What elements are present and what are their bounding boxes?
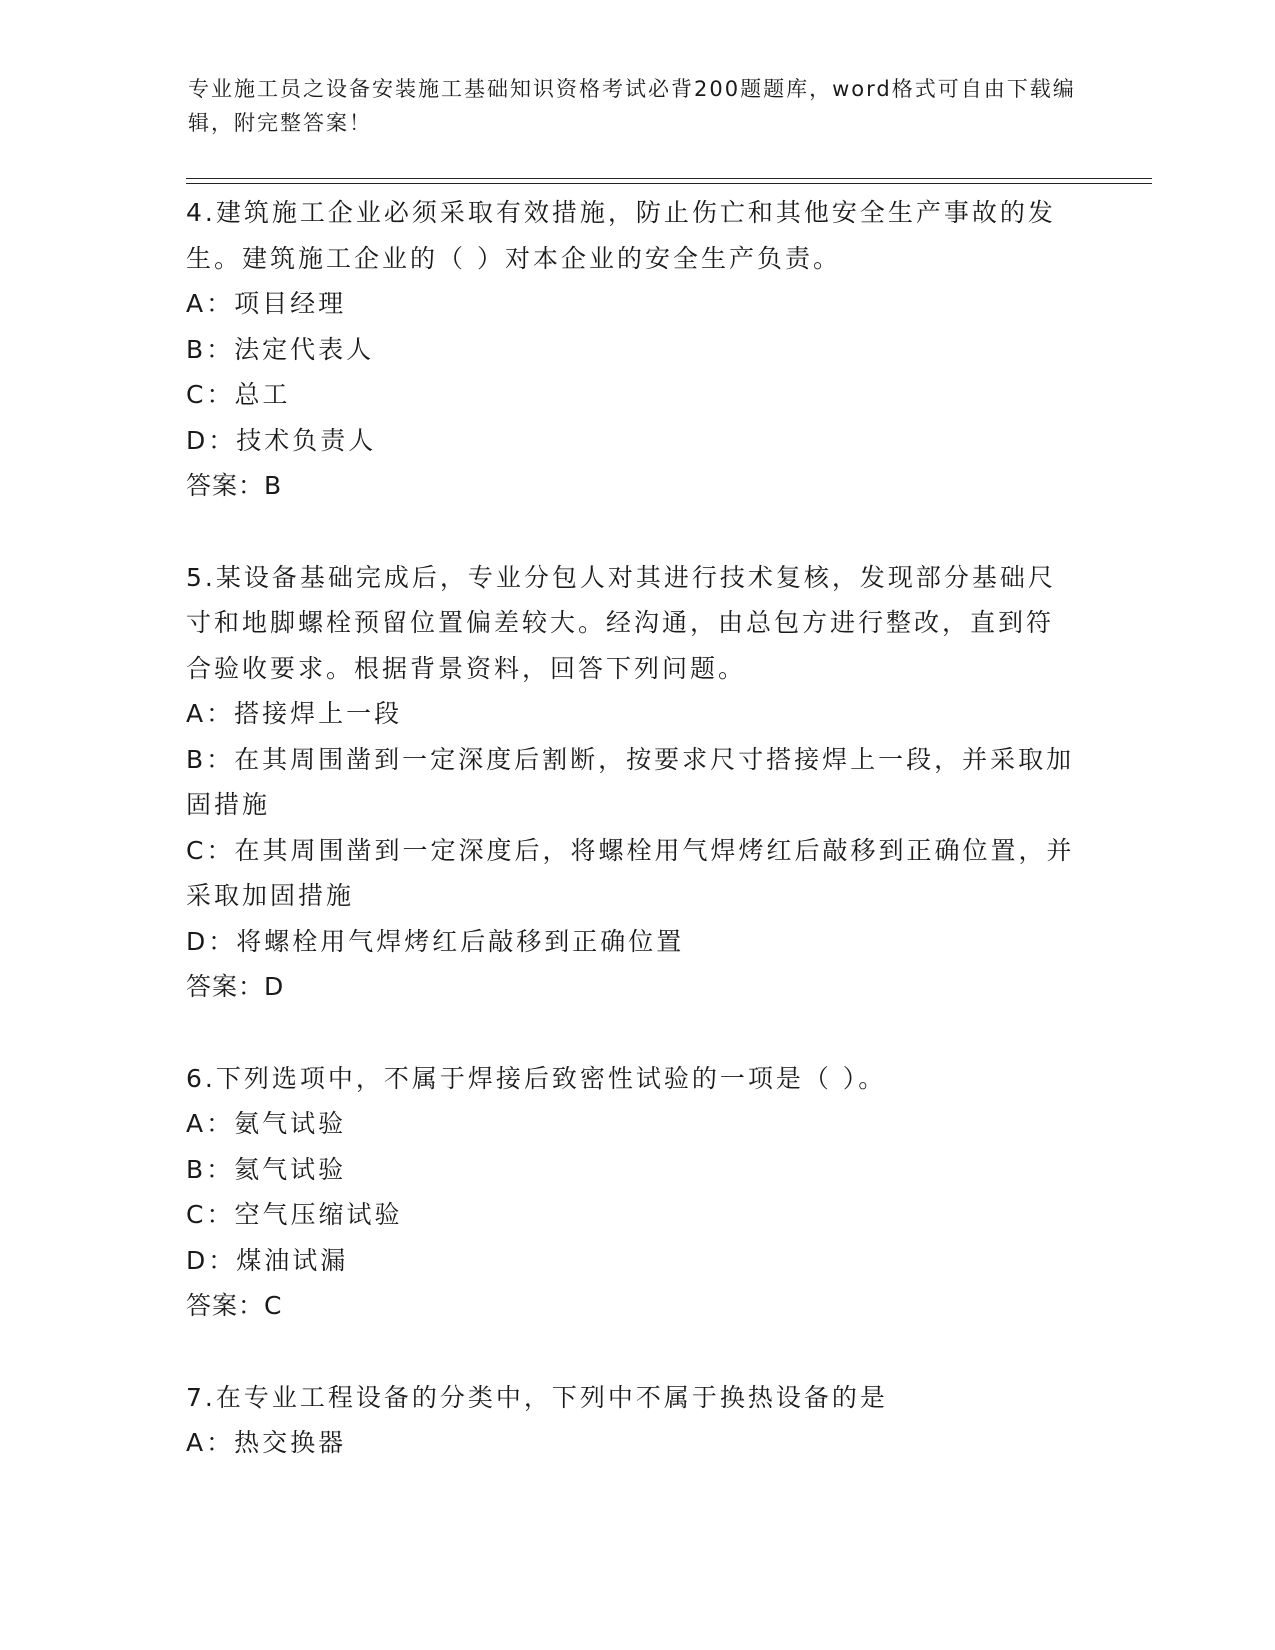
answer-line — [186, 1283, 1076, 1329]
answer-value: C — [264, 1291, 285, 1320]
answer-label: 答案： — [186, 972, 265, 1001]
option-a: A：搭接焊上一段 — [186, 699, 403, 728]
option-b: B：在其周围凿到一定深度后割断，按要求尺寸搭接焊上一段，并采取加固措施 — [186, 744, 1075, 819]
answer-line — [186, 964, 1076, 1010]
question-7 — [186, 1375, 1076, 1466]
option-b: B：氦气试验 — [186, 1154, 347, 1184]
question-stem: 7.在专业工程设备的分类中，下列中不属于换热设备的是 — [186, 1382, 888, 1412]
option-b: B：法定代表人 — [186, 334, 375, 364]
option-d: D：煤油试漏 — [186, 1245, 349, 1275]
question-6 — [186, 1056, 1076, 1329]
question-stem: 5.某设备基础完成后，专业分包人对其进行技术复核，发现部分基础尺寸和地脚螺栓预留位置偏差较大。经沟通，由总包方进行整改，直到符合验收要求。根据背景资料，回答下列问题。 — [186, 562, 1056, 683]
option-c: C：总工 — [186, 380, 291, 409]
answer-value: B — [264, 471, 285, 500]
option-c: C：在其周围凿到一定深度后，将螺栓用气焊烤红后敲移到正确位置，并采取加固措施 — [186, 835, 1075, 910]
option-c: C：空气压缩试验 — [186, 1200, 403, 1229]
answer-label: 答案： — [186, 471, 265, 500]
question-5 — [186, 555, 1076, 1010]
header-divider — [186, 183, 1152, 184]
option-a: A：氨气试验 — [186, 1109, 347, 1138]
question-list — [186, 190, 1076, 1512]
header-divider — [186, 178, 1152, 179]
answer-label: 答案： — [186, 1291, 265, 1320]
option-d: D：技术负责人 — [186, 425, 377, 455]
answer-line — [186, 463, 1076, 509]
option-a: A：热交换器 — [186, 1428, 347, 1457]
option-a: A：项目经理 — [186, 289, 347, 318]
document-title: 专业施工员之设备安装施工基础知识资格考试必背200题题库，word格式可自由下载编辑，附完整答案！ — [188, 77, 1076, 135]
question-stem: 4.建筑施工企业必须采取有效措施，防止伤亡和其他安全生产事故的发生。建筑施工企业的（ ）对本企业的安全生产负责。 — [186, 198, 1056, 273]
option-d: D：将螺栓用气焊烤红后敲移到正确位置 — [186, 926, 685, 956]
question-4 — [186, 190, 1076, 509]
question-stem: 6.下列选项中，不属于焊接后致密性试验的一项是（ ）。 — [186, 1063, 887, 1093]
answer-value: D — [264, 972, 287, 1001]
